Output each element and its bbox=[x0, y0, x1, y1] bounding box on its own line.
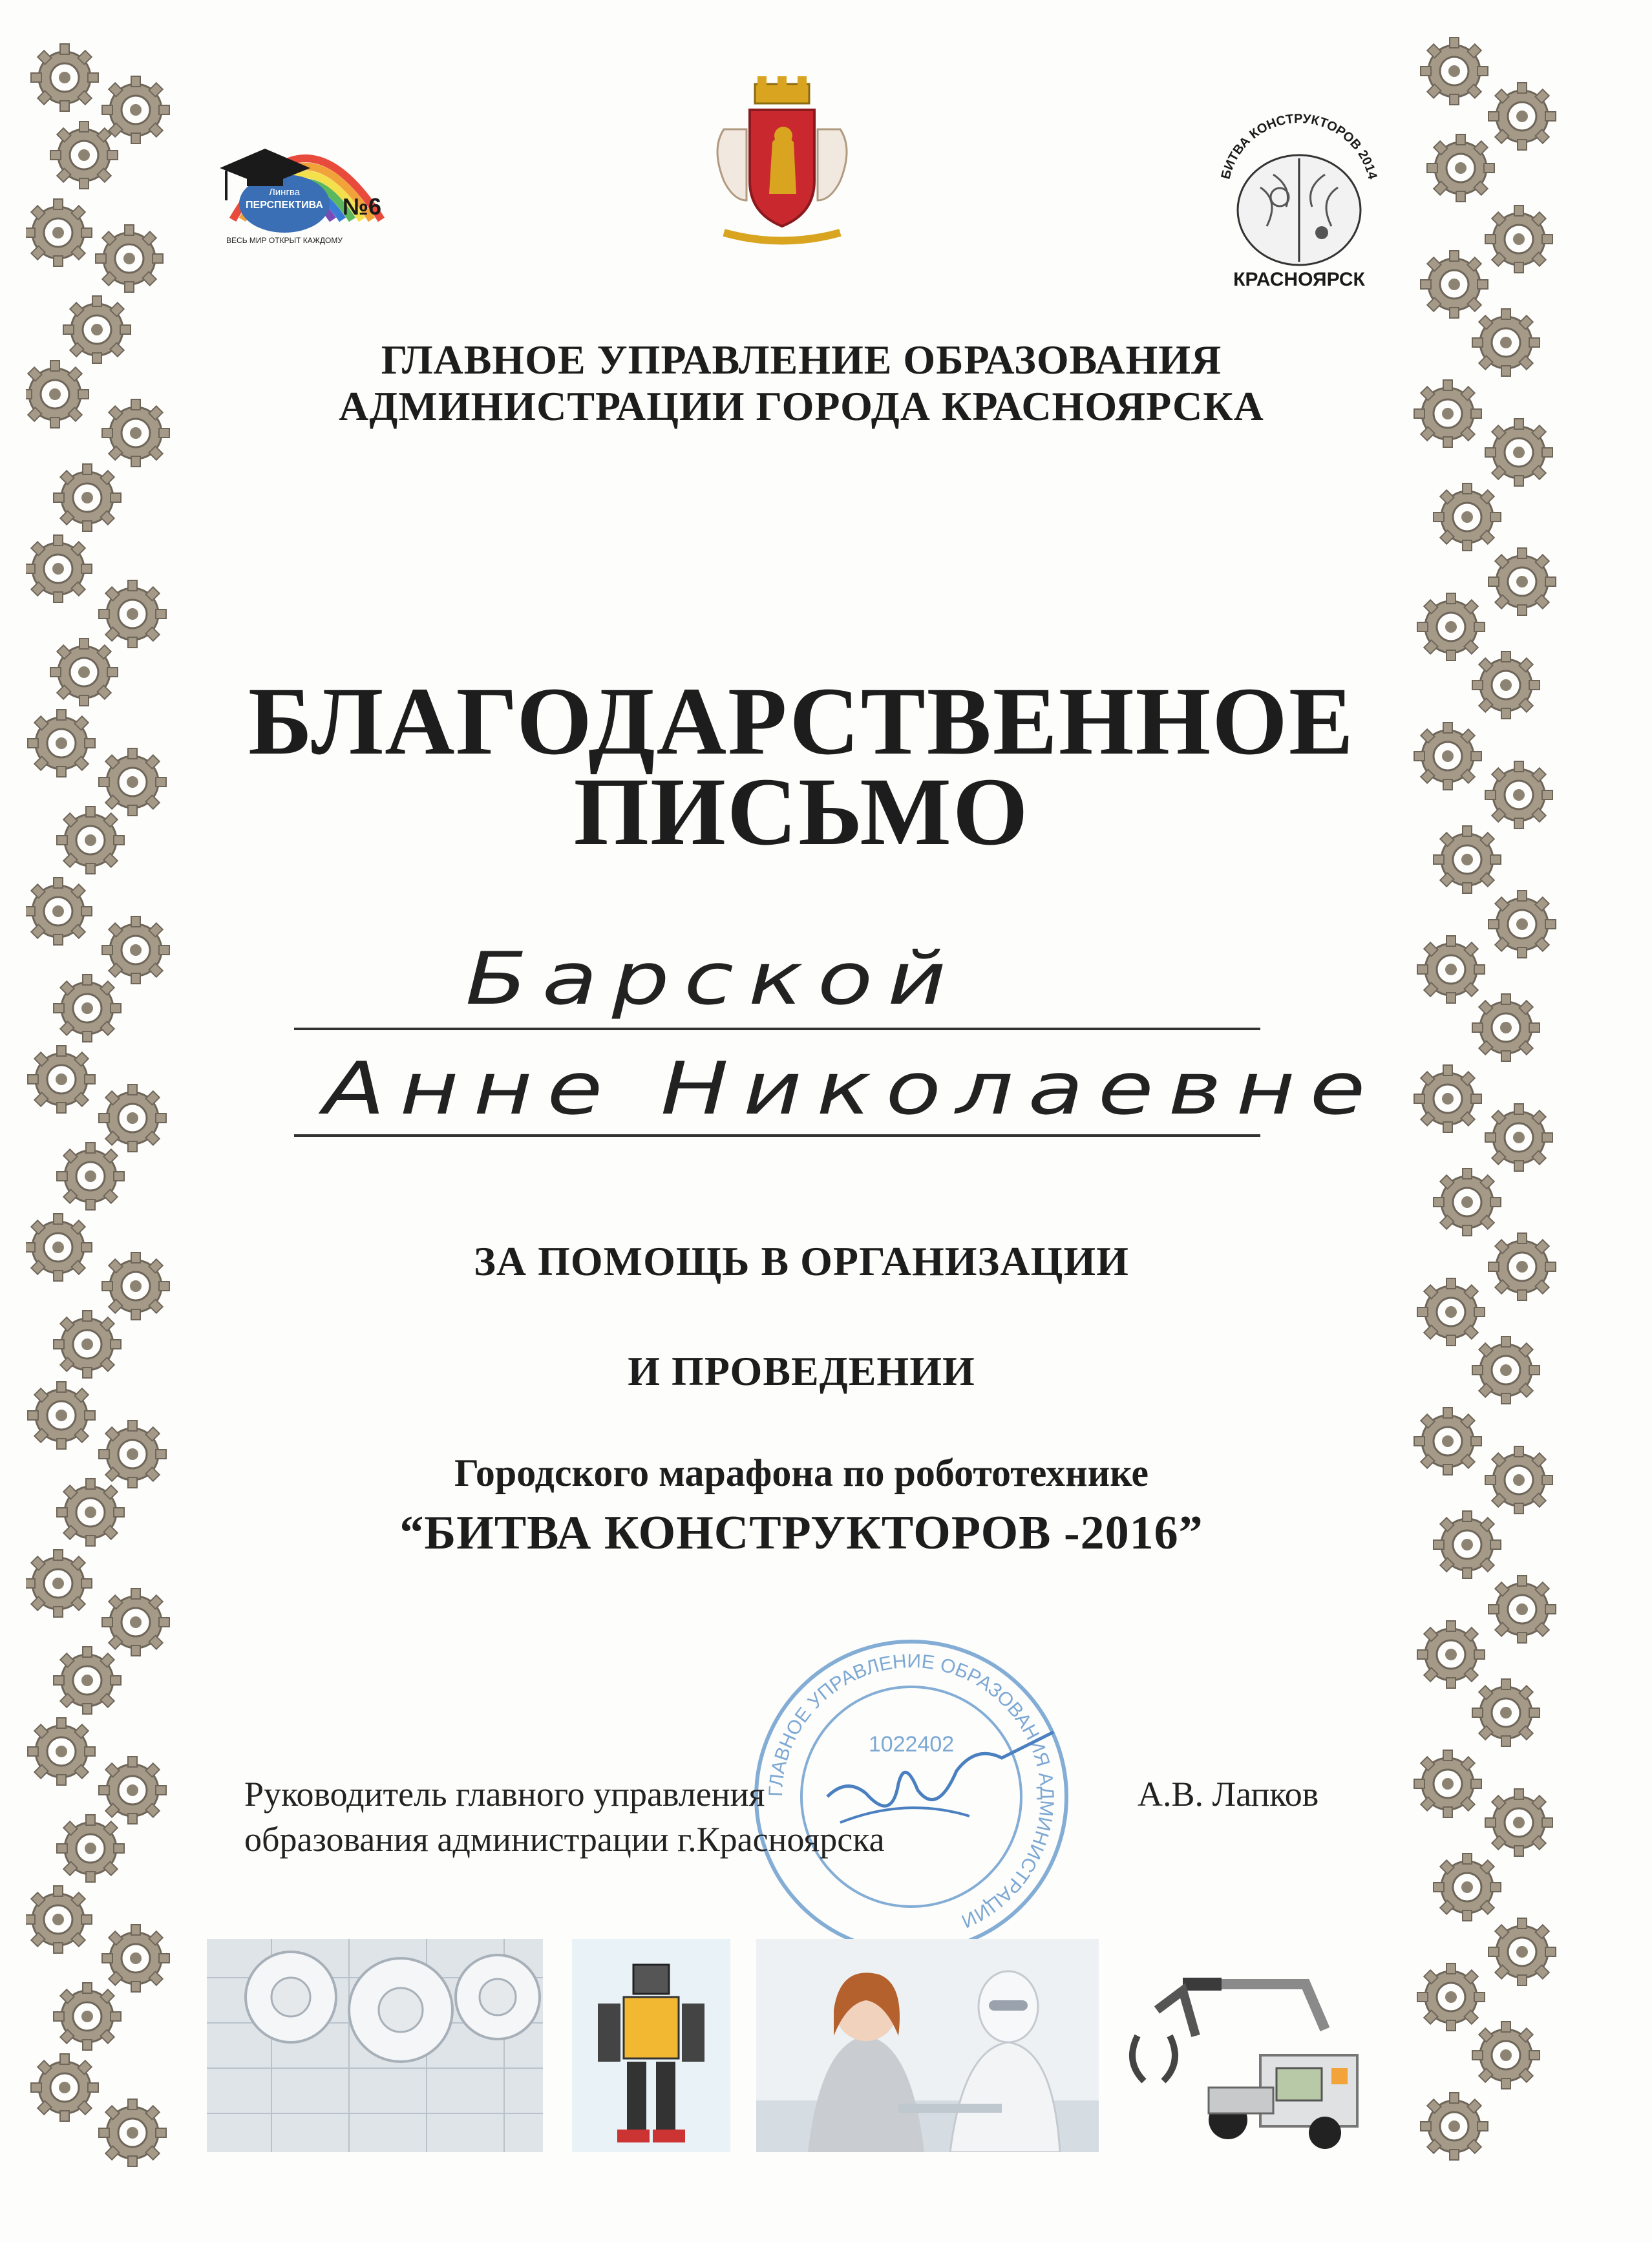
school-logo bbox=[207, 110, 401, 252]
recipient-line-1 bbox=[294, 1028, 1260, 1030]
recipient-line-2 bbox=[294, 1134, 1260, 1137]
photo-lego-robot bbox=[1112, 1939, 1390, 2152]
signatory-position-line-2: образования администрации г.Красноярска bbox=[244, 1820, 885, 1859]
battle-logo-ring-text: БИТВА КОНСТРУКТОРОВ 2014 bbox=[1218, 111, 1380, 181]
official-stamp bbox=[743, 1629, 1079, 1965]
reason-line-1: ЗА ПОМОЩЬ В ОРГАНИЗАЦИИ bbox=[474, 1238, 1129, 1284]
stamp-ring-text: ГЛАВНОЕ УПРАВЛЕНИЕ ОБРАЗОВАНИЯ АДМИНИСТРАЦИИ bbox=[765, 1650, 1058, 1932]
photo-humanoid-robot bbox=[572, 1939, 730, 2152]
battle-constructors-logo bbox=[1202, 103, 1396, 291]
svg-text:ГЛАВНОЕ УПРАВЛЕНИЕ ОБРАЗОВАНИЯ bbox=[765, 1651, 1057, 1932]
document-title-line-2: ПИСЬМО bbox=[573, 758, 1030, 865]
stamp-code: 1022402 bbox=[868, 1732, 955, 1757]
city-coat-of-arms bbox=[685, 71, 879, 259]
document-title-line-1: БЛАГОДАРСТВЕННОЕ bbox=[248, 668, 1355, 775]
recipient-name: Анне Николаевне bbox=[323, 1047, 1381, 1131]
event-name: “БИТВА КОНСТРУКТОРОВ -2016” bbox=[399, 1507, 1203, 1560]
school-logo-motto: ВЕСЬ МИР ОТКРЫТ КАЖДОМУ bbox=[226, 236, 343, 245]
school-logo-main: ПЕРСПЕКТИВА bbox=[246, 200, 323, 211]
gear-border-left bbox=[26, 32, 181, 2184]
recipient-surname: Барской bbox=[465, 937, 961, 1021]
signatory-position-line-1: Руководитель главного управления bbox=[244, 1775, 765, 1814]
photo-woman-with-android bbox=[756, 1939, 1099, 2152]
reason-line-2: И ПРОВЕДЕНИИ bbox=[628, 1348, 975, 1394]
gear-border-right bbox=[1409, 32, 1564, 2184]
battle-logo-city: КРАСНОЯРСК bbox=[1233, 269, 1365, 290]
photo-blueprints bbox=[207, 1939, 543, 2152]
school-logo-number: №6 bbox=[342, 193, 382, 220]
signatory-name: А.В. Лапков bbox=[1138, 1775, 1319, 1814]
school-logo-top: Лингва bbox=[268, 187, 301, 198]
organization-line-2: АДМИНИСТРАЦИИ ГОРОДА КРАСНОЯРСКА bbox=[339, 383, 1264, 429]
event-description: Городского марафона по робототехнике bbox=[454, 1452, 1149, 1494]
organization-line-1: ГЛАВНОЕ УПРАВЛЕНИЕ ОБРАЗОВАНИЯ bbox=[381, 337, 1222, 383]
